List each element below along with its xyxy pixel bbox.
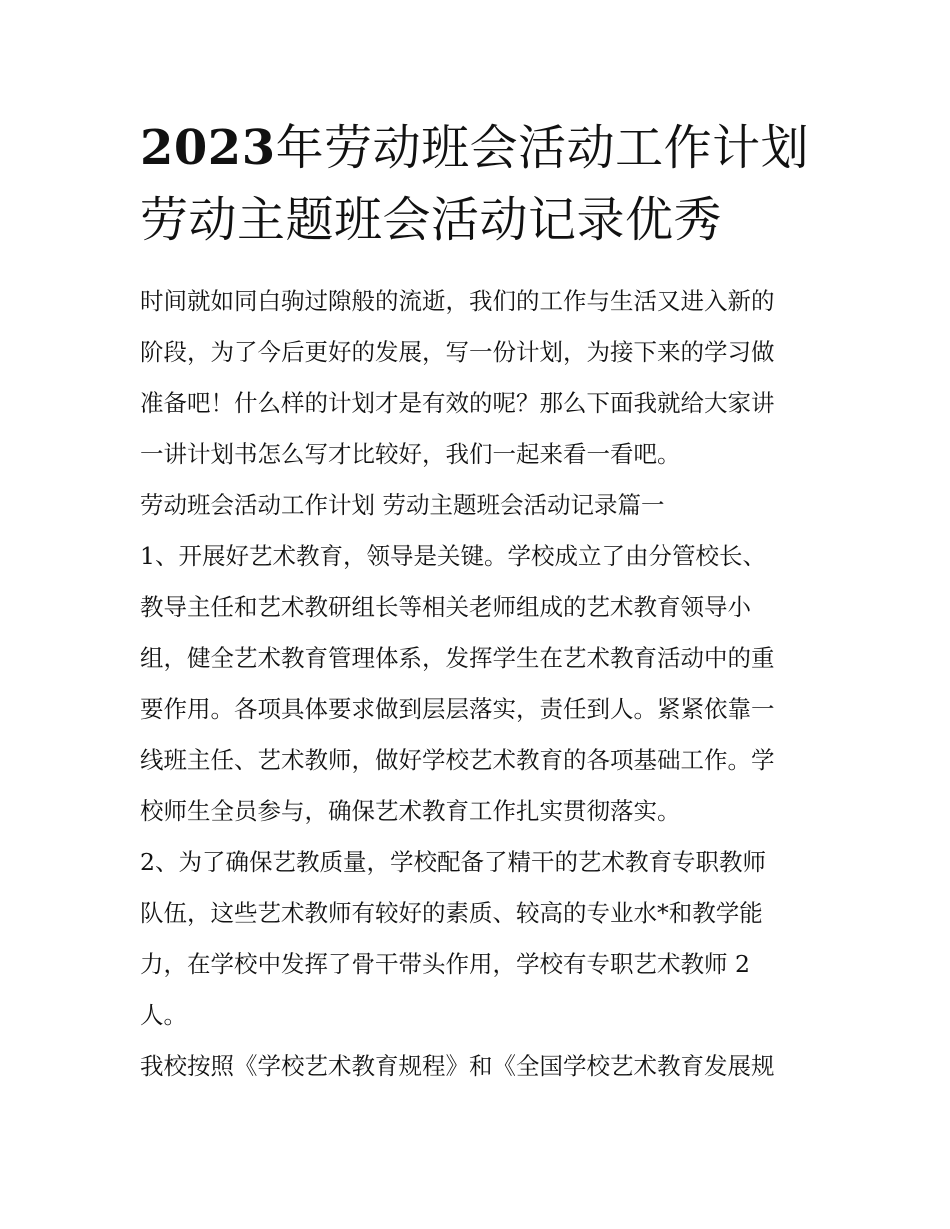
document-title [140, 112, 820, 256]
paragraph-line: 人。 [140, 1001, 187, 1029]
paragraph-line: 1、开展好艺术教育，领导是关键。学校成立了由分管校长、 [140, 542, 766, 570]
paragraph-line: 线班主任、艺术教师，做好学校艺术教育的各项基础工作。学 [140, 746, 775, 774]
title-line-2: 劳动主题班会活动记录优秀 [140, 192, 723, 248]
paragraph-line: 教导主任和艺术教研组长等相关老师组成的艺术教育领导小 [140, 593, 751, 621]
paragraph-line: 我校按照《学校艺术教育规程》和《全国学校艺术教育发展规 [140, 1052, 775, 1080]
title-year: 2023 [140, 120, 276, 176]
title-line-1-rest: 年劳动班会活动工作计划 [275, 120, 810, 176]
paragraph-line: 一讲计划书怎么写才比较好，我们一起来看一看吧。 [140, 440, 681, 468]
paragraph-line: 要作用。各项具体要求做到层层落实，责任到人。紧紧依靠一 [140, 695, 775, 723]
paragraph-line: 时间就如同白驹过隙般的流逝，我们的工作与生活又进入新的 [140, 287, 775, 315]
paragraph-line: 2、为了确保艺教质量，学校配备了精干的艺术教育专职教师 [140, 848, 766, 876]
paragraph-line: 阶段，为了今后更好的发展，写一份计划，为接下来的学习做 [140, 338, 775, 366]
paragraph-line: 校师生全员参与，确保艺术教育工作扎实贯彻落实。 [140, 797, 681, 825]
paragraph-line: 准备吧！什么样的计划才是有效的呢？那么下面我就给大家讲 [140, 389, 775, 417]
title-line-1 [140, 120, 809, 176]
paragraph-line: 组，健全艺术教育管理体系，发挥学生在艺术教育活动中的重 [140, 644, 775, 672]
document-body [140, 276, 812, 1092]
section-heading: 劳动班会活动工作计划 劳动主题班会活动记录篇一 [140, 491, 665, 519]
paragraph-line: 力，在学校中发挥了骨干带头作用，学校有专职艺术教师 2 [140, 950, 750, 978]
paragraph-line: 队伍，这些艺术教师有较好的素质、较高的专业水*和教学能 [140, 899, 763, 927]
